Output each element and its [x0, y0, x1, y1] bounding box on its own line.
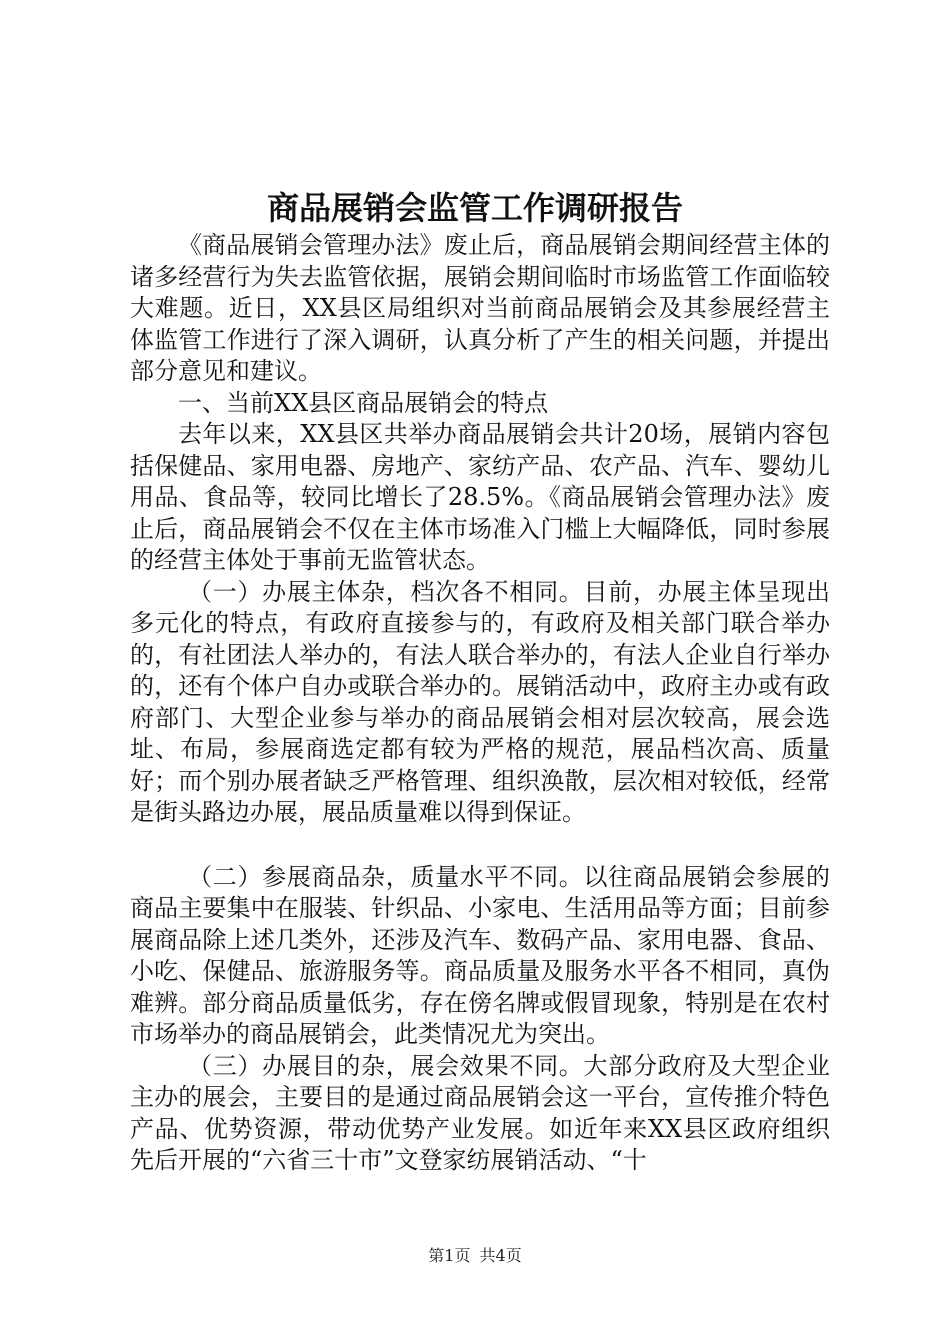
section-heading: 一、当前XX县区商品展销会的特点 [178, 388, 549, 417]
paragraph-intro: 《商品展销会管理办法》废止后，商品展销会期间经营主体的诸多经营行为失去监管依据，展销会期间临时市场监管工作面临较大难题。近日，XX县区局组织对当前商品展销会及其参展经营主体监管工作进行了深入调研，认真分析了产生的相关问题，并提出部分意见和建议。 [130, 231, 830, 385]
paragraph-point-1: （一）办展主体杂，档次各不相同。目前，办展主体呈现出多元化的特点，有政府直接参与的，有政府及相关部门联合举办的，有社团法人举办的，有法人联合举办的，有法人企业自行举办的，还有个体户自办或联合举办的。展销活动中，政府主办或有政府部门、大型企业参与举办的商品展销会相对层次较高，展会选址、布局，参展商选定都有较为严格的规范，展品档次高、质量好；而个别办展者缺乏严格管理、组织涣散，层次相对较低，经常是街头路边办展，展品质量难以得到保证。 [130, 577, 830, 826]
document-body [130, 230, 830, 1177]
paragraph-point-3: （三）办展目的杂，展会效果不同。大部分政府及大型企业主办的展会，主要目的是通过商品展销会这一平台，宣传推介特色产品、优势资源，带动优势产业发展。如近年来XX县区政府组织先后开展的“六省三十市”文登家纺展销活动、“十 [130, 1051, 830, 1174]
paragraph-point-2: （二）参展商品杂，质量水平不同。以往商品展销会参展的商品主要集中在服装、针织品、小家电、生活用品等方面；目前参展商品除上述几类外，还涉及汽车、数码产品、家用电器、食品、小吃、保健品、旅游服务等。商品质量及服务水平各不相同，真伪难辨。部分商品质量低劣，存在傍名牌或假冒现象，特别是在农村市场举办的商品展销会，此类情况尤为突出。 [130, 862, 830, 1048]
page-number: 第1页 [428, 1246, 471, 1265]
paragraph-overview: 去年以来，XX县区共举办商品展销会共计20场，展销内容包括保健品、家用电器、房地产、家纺产品、农产品、汽车、婴幼儿用品、食品等，较同比增长了28.5%。《商品展销会管理办法》废止后，商品展销会不仅在主体市场准入门槛上大幅降低，同时参展的经营主体处于事前无监管状态。 [130, 420, 830, 574]
page-total: 共4页 [479, 1246, 522, 1265]
document-title: 商品展销会监管工作调研报告 [266, 189, 683, 227]
page-footer [0, 1246, 950, 1266]
paragraph-spacer [130, 829, 830, 862]
